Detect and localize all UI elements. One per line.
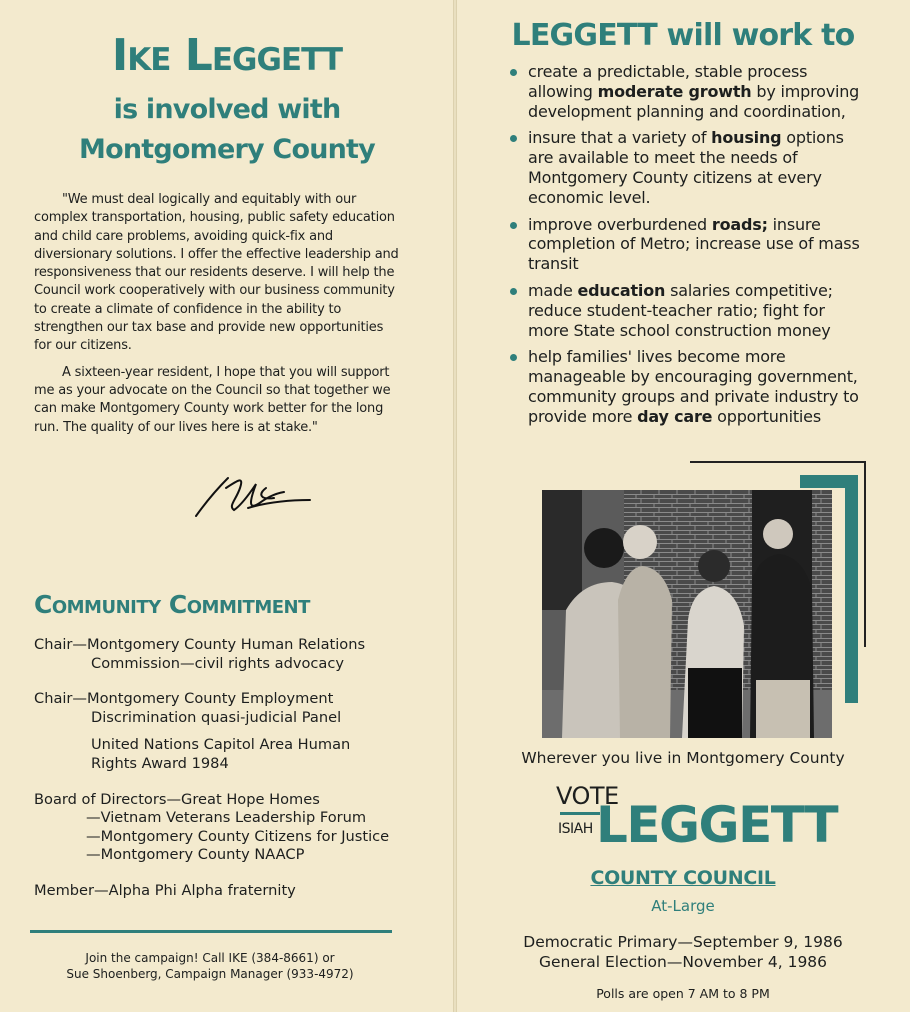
list-item: Member—Alpha Phi Alpha fraternity (34, 881, 296, 899)
vote-text: VOTE (556, 782, 619, 810)
bullet-icon (510, 135, 517, 142)
cc-head-a: Community (34, 590, 161, 619)
frame-line (690, 461, 866, 463)
cc-head-b: Commitment (168, 590, 310, 619)
accent-bar (560, 812, 600, 815)
divider (30, 930, 392, 933)
list-item: help families' lives become more manageable by encouraging government, community groups and private industry to provide more day care opportunities (510, 347, 870, 426)
primary-date: Democratic Primary—September 9, 1986 (523, 933, 843, 951)
list-item: Discrimination quasi-judicial Panel (91, 708, 342, 726)
list-item: create a predictable, stable process allowing moderate growth by improving development planning and coordination, (510, 62, 870, 121)
candidate-name-title (0, 28, 454, 84)
bullet-icon (510, 222, 517, 229)
quote-paragraph-1: "We must deal logically and equitably with our complex transportation, housing, public safety education and child care problems, avoiding quick-fix and diversionary solutions. I offer the effective leadership and responsiveness that our residents deserve. I will help the Council work cooperatively with our business community to create a climate of confidence in the ability to strengthen our tax base and provide new opportunities for our citizens. (34, 192, 399, 354)
campaign-photo (542, 490, 832, 738)
platform-list (510, 62, 870, 434)
list-item: improve overburdened roads; insure completion of Metro; increase use of mass transit (510, 215, 870, 274)
signature-icon (188, 466, 318, 524)
list-item: insure that a variety of housing options are available to meet the needs of Montgomery County citizens at every economic level. (510, 128, 870, 207)
frame-line (864, 461, 866, 647)
list-item: Board of Directors—Great Hope Homes (34, 790, 320, 808)
join-line-2: Sue Shoenberg, Campaign Manager (933-4972) (66, 967, 354, 981)
join-line-1: Join the campaign! Call IKE (384-8661) or (85, 951, 335, 965)
join-campaign-text (0, 950, 420, 982)
bullet-icon (510, 354, 517, 361)
list-item: United Nations Capitol Area Human (91, 736, 351, 754)
list-item: Chair—Montgomery County Employment (34, 690, 334, 708)
at-large-text: At-Large (651, 897, 715, 915)
list-item: Chair—Montgomery County Human Relations (34, 636, 366, 653)
list-item: made education salaries competitive; reduce student-teacher ratio; fight for more State school construction money (510, 281, 870, 340)
bullet-icon (510, 69, 517, 76)
list-item: —Montgomery County Citizens for Justice (86, 827, 390, 845)
title-first: Ike (111, 30, 171, 81)
list-item: Rights Award 1984 (91, 754, 229, 772)
community-commitment-heading (34, 590, 310, 620)
list-item: —Vietnam Veterans Leadership Forum (86, 809, 367, 827)
commitment-list (34, 636, 424, 901)
county-council-text: COUNTY COUNCIL (590, 867, 776, 889)
general-date: General Election—November 4, 1986 (538, 953, 828, 971)
wherever-text: Wherever you live in Montgomery County (521, 749, 845, 767)
leggett-logo-text: LEGGETT (596, 796, 838, 854)
title-last: Leggett (184, 30, 343, 81)
list-item: —Montgomery County NAACP (86, 846, 305, 864)
bullet-icon (510, 288, 517, 295)
polls-text: Polls are open 7 AM to 8 PM (596, 986, 770, 1001)
candidate-quote (34, 191, 404, 445)
list-item: Commission—civil rights advocacy (91, 654, 345, 672)
title-line-2: is involved with (113, 94, 341, 125)
quote-paragraph-2: A sixteen-year resident, I hope that you will support me as your advocate on the Council so that together we can make Montgomery County work better for the long run. The quality of our lives here is at stake." (34, 364, 391, 435)
title-line-3: Montgomery County (79, 134, 375, 165)
isiah-text: ISIAH (558, 821, 593, 837)
platform-heading: LEGGETT will work to (511, 18, 855, 53)
frame-accent (845, 475, 858, 703)
election-dates (456, 932, 910, 972)
